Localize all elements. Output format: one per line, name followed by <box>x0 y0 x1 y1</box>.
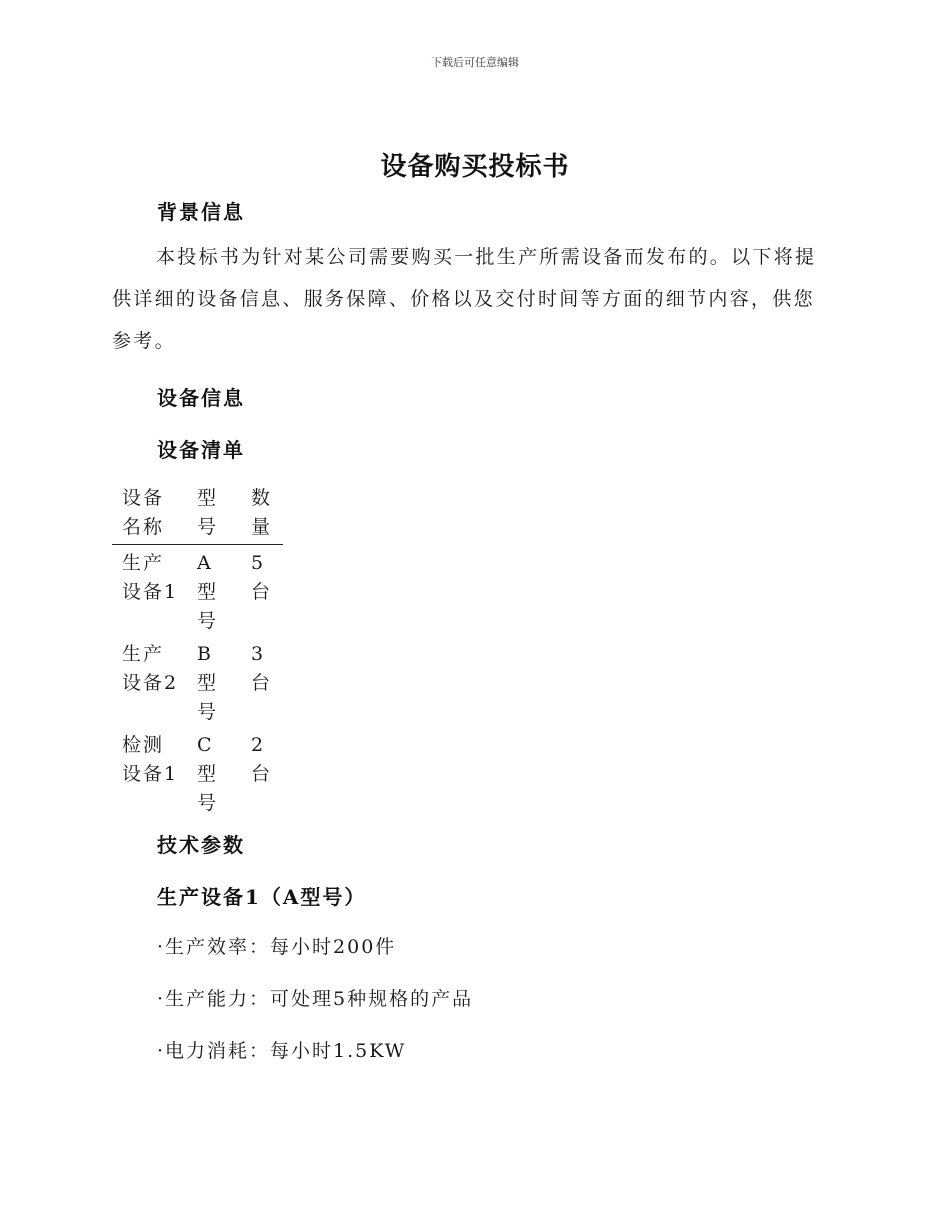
spec-power-consumption: ·电力消耗：每小时1.5KW <box>157 1040 407 1062</box>
cell-model: C 型 号 <box>197 734 219 814</box>
cell-quantity: 2 台 <box>251 734 273 785</box>
cell-equipment-name: 生产 设备2 <box>122 643 179 694</box>
cell-model: A 型 号 <box>197 552 219 632</box>
spec-production-efficiency: ·生产效率：每小时200件 <box>157 936 397 958</box>
background-heading: 背景信息 <box>157 200 245 224</box>
spec-production-capacity: ·生产能力：可处理5种规格的产品 <box>157 988 474 1010</box>
cell-quantity: 3 台 <box>251 643 273 694</box>
device1-heading: 生产设备1（A型号） <box>157 885 367 909</box>
header-model: 型 号 <box>197 484 251 545</box>
equipment-info-heading: 设备信息 <box>157 386 245 410</box>
equipment-list-heading: 设备清单 <box>157 438 245 462</box>
header-equipment-name: 设备 名称 <box>112 484 197 545</box>
cell-quantity: 5 台 <box>251 552 273 603</box>
cell-equipment-name: 生产 设备1 <box>122 552 179 603</box>
header-quantity: 数 量 <box>251 484 283 545</box>
cell-model: B 型 号 <box>197 643 219 723</box>
document-title: 设备购买投标书 <box>380 152 570 182</box>
header-note: 下载后可任意编辑 <box>431 56 519 69</box>
cell-equipment-name: 检测 设备1 <box>122 734 179 785</box>
equipment-table <box>112 484 283 818</box>
background-paragraph: 本投标书为针对某公司需要购买一批生产所需设备而发布的。以下将提供详细的设备信息、服务保障、价格以及交付时间等方面的细节内容，供您参考。 <box>112 246 817 352</box>
table-row <box>112 545 283 637</box>
table-row <box>112 727 283 818</box>
tech-params-heading: 技术参数 <box>157 833 245 857</box>
table-header-row <box>112 484 283 545</box>
table-row <box>112 636 283 727</box>
